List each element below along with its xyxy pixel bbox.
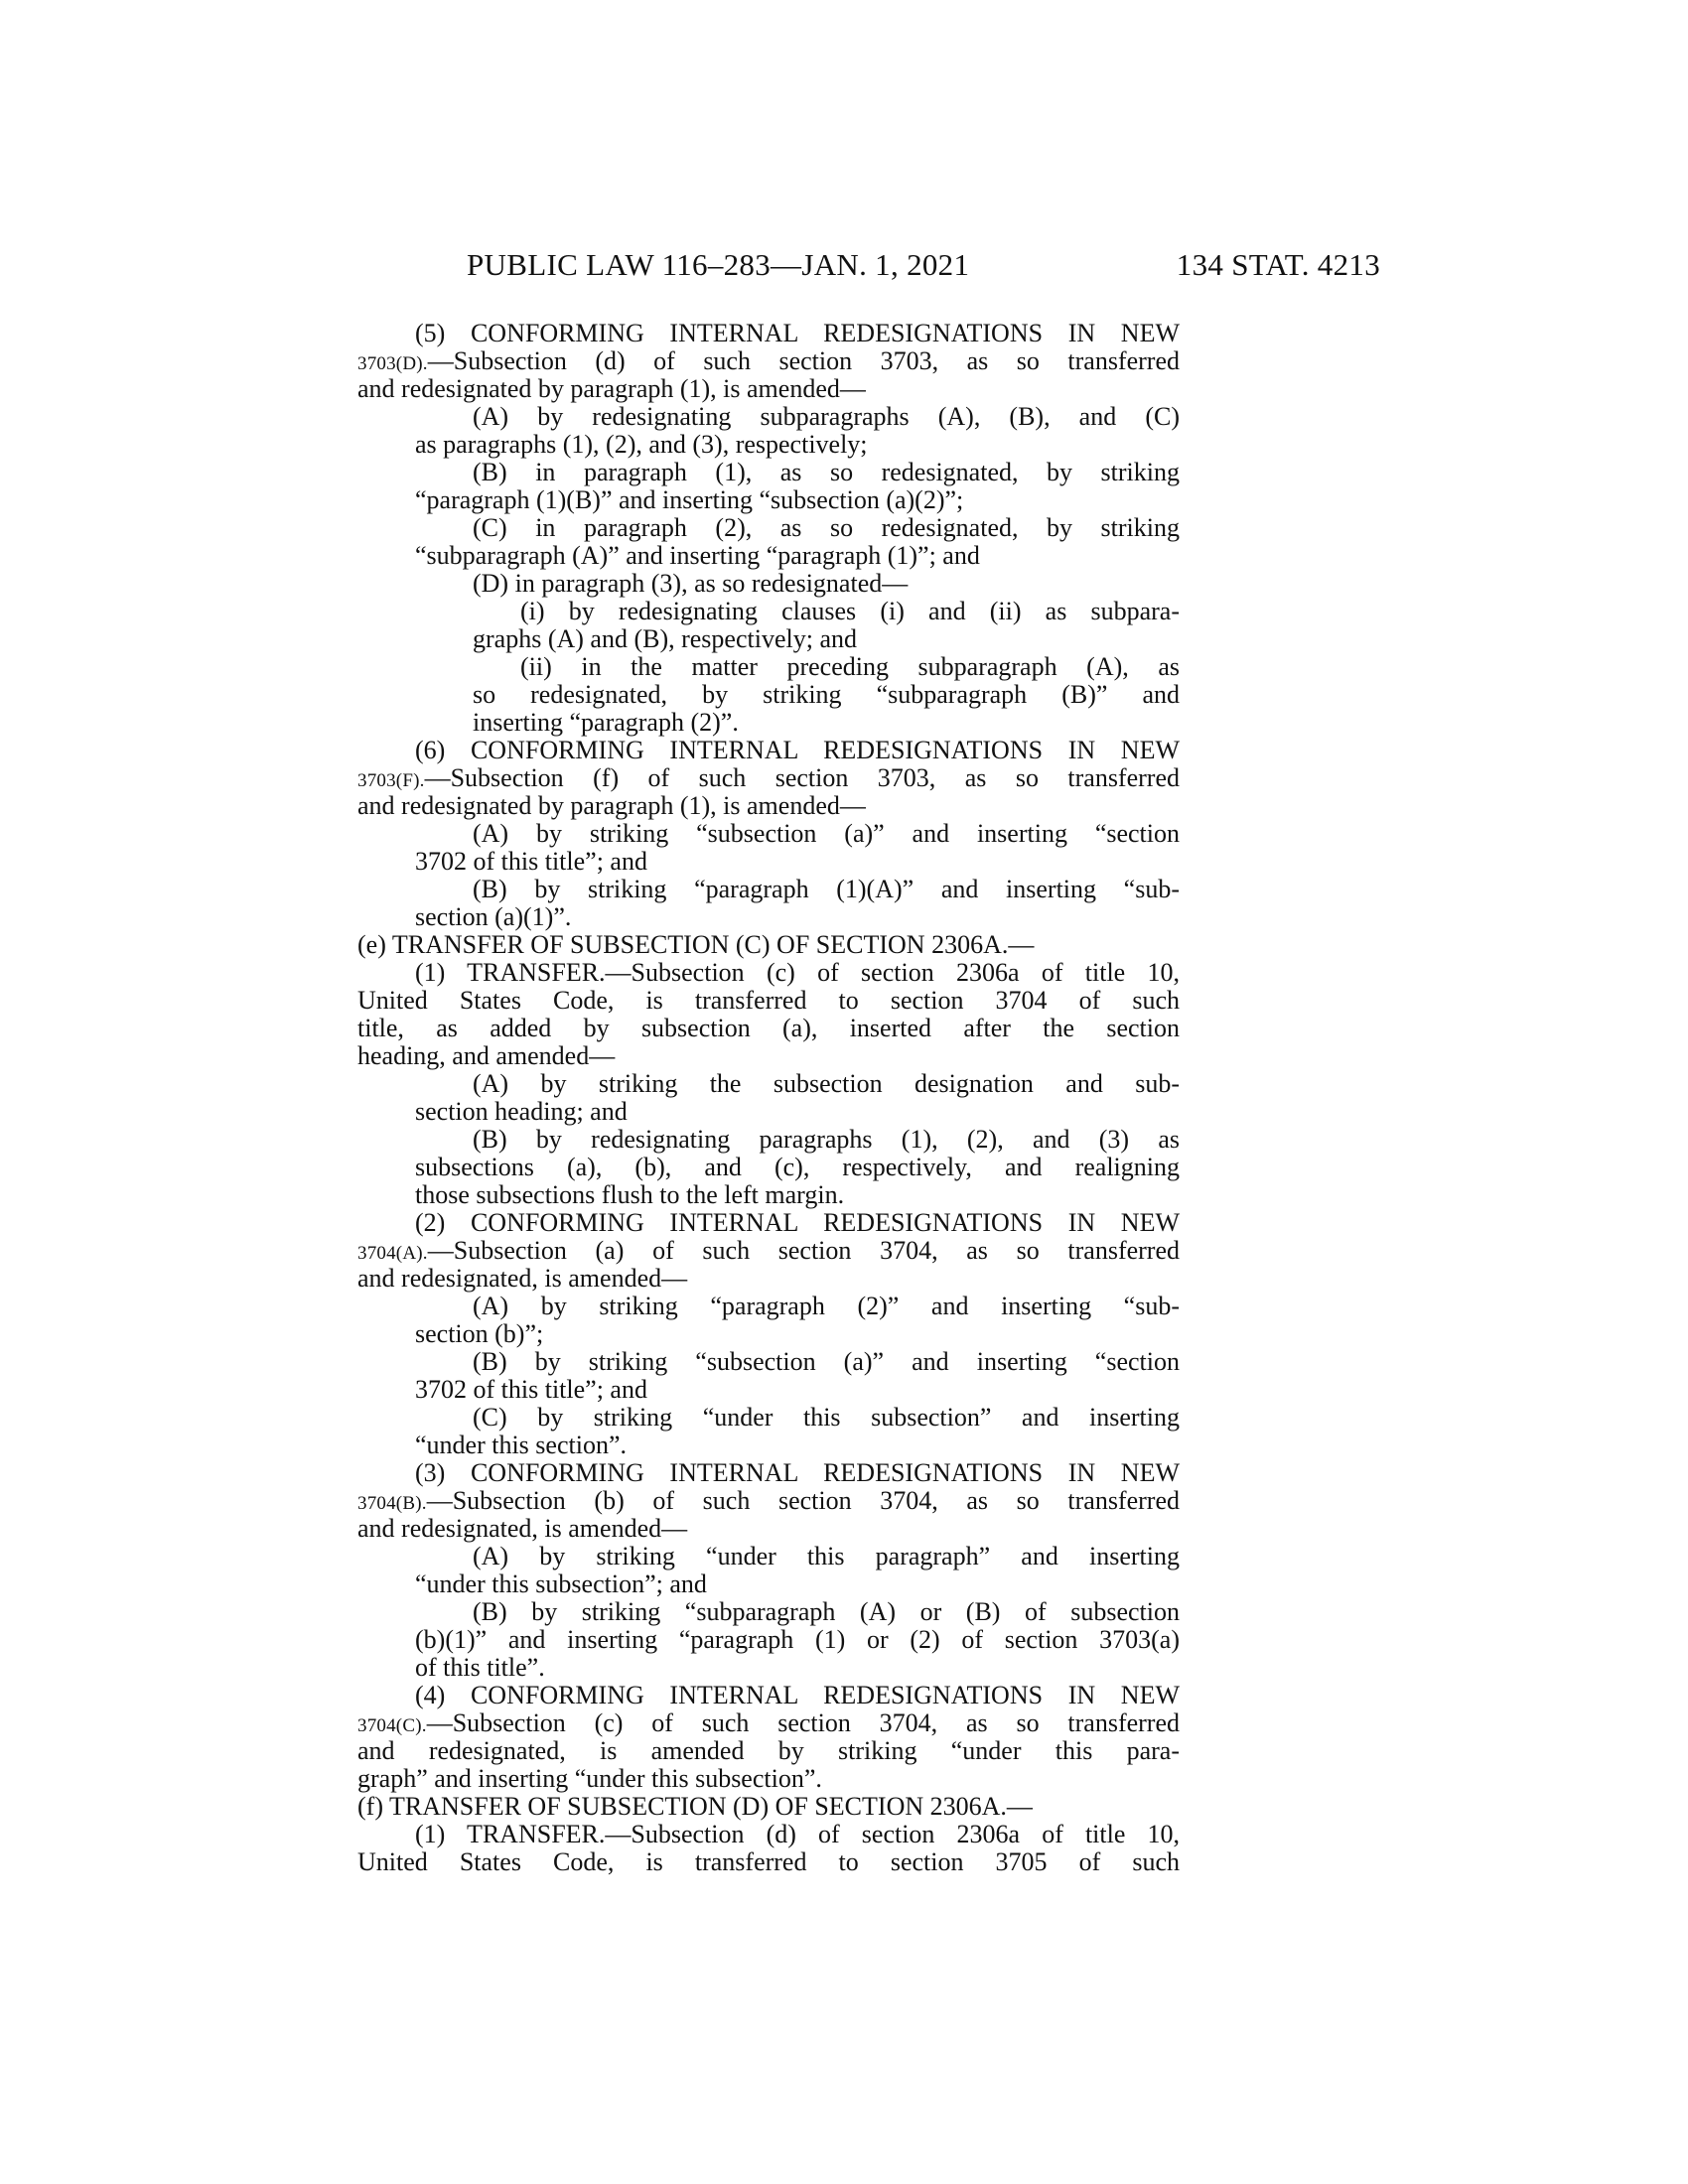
text-line: (C) in paragraph (2), as so redesignated, by striking [473, 514, 1180, 542]
text-line: section (a)(1)”. [415, 903, 572, 931]
text-line: “subparagraph (A)” and inserting “paragraph (1)”; and [415, 542, 980, 570]
text-line: (6) CONFORMING INTERNAL REDESIGNATIONS IN NEW [415, 737, 1180, 764]
text-line: and redesignated, is amended by striking “under this para- [357, 1737, 1180, 1765]
text-line: so redesignated, by striking “subparagraph (B)” and [473, 681, 1180, 709]
text-line: (B) in paragraph (1), as so redesignated, by striking [473, 459, 1180, 486]
text-line: section (b)”; [415, 1320, 544, 1348]
text-line: (i) by redesignating clauses (i) and (ii) as subpara- [520, 598, 1180, 625]
text-line: title, as added by subsection (a), inserted after the section [357, 1015, 1180, 1042]
text-line: (C) by striking “under this subsection” and inserting [473, 1404, 1180, 1432]
text-line: 3704(A).—Subsection (a) of such section 3704, as so transferred [357, 1237, 1180, 1265]
text-line: United States Code, is transferred to section 3704 of such [357, 987, 1180, 1015]
statute-text [357, 320, 1180, 1876]
text-line: (B) by striking “paragraph (1)(A)” and inserting “sub- [473, 876, 1180, 903]
text-line: and redesignated by paragraph (1), is amended— [357, 375, 866, 403]
text-line: 3702 of this title”; and [415, 848, 647, 876]
public-law-title: PUBLIC LAW 116–283—JAN. 1, 2021 [467, 247, 970, 282]
text-line: (B) by redesignating paragraphs (1), (2), and (3) as [473, 1126, 1180, 1154]
text-line: 3703(D).—Subsection (d) of such section 3703, as so transferred [357, 347, 1180, 375]
text-line: (1) TRANSFER.—Subsection (d) of section 2306a of title 10, [415, 1821, 1180, 1848]
text-line: and redesignated, is amended— [357, 1265, 688, 1293]
text-line: (5) CONFORMING INTERNAL REDESIGNATIONS IN NEW [415, 320, 1180, 347]
text-line: 3703(F).—Subsection (f) of such section 3703, as so transferred [357, 764, 1180, 792]
text-line: inserting “paragraph (2)”. [473, 709, 739, 737]
text-line: (ii) in the matter preceding subparagraph (A), as [520, 653, 1180, 681]
text-line: (2) CONFORMING INTERNAL REDESIGNATIONS IN NEW [415, 1209, 1180, 1237]
text-line: section heading; and [415, 1098, 628, 1126]
text-line: “under this subsection”; and [415, 1570, 707, 1598]
text-line: as paragraphs (1), (2), and (3), respectively; [415, 431, 868, 459]
page-header [467, 247, 1380, 287]
text-line: (A) by striking “subsection (a)” and inserting “section [473, 820, 1180, 848]
text-line: (A) by redesignating subparagraphs (A), (B), and (C) [473, 403, 1180, 431]
text-line: “under this section”. [415, 1432, 627, 1459]
text-line: graphs (A) and (B), respectively; and [473, 625, 857, 653]
text-line: heading, and amended— [357, 1042, 616, 1070]
text-line: (D) in paragraph (3), as so redesignated— [473, 570, 909, 598]
text-line: (B) by striking “subparagraph (A) or (B) of subsection [473, 1598, 1180, 1626]
text-line: (A) by striking “paragraph (2)” and inserting “sub- [473, 1293, 1180, 1320]
text-line: graph” and inserting “under this subsection”. [357, 1765, 822, 1793]
text-line: 3704(B).—Subsection (b) of such section 3704, as so transferred [357, 1487, 1180, 1515]
text-line: (A) by striking the subsection designation and sub- [473, 1070, 1180, 1098]
text-line: those subsections flush to the left margin. [415, 1181, 845, 1209]
text-line: (b)(1)” and inserting “paragraph (1) or (2) of section 3703(a) [415, 1626, 1180, 1654]
text-line: (f) TRANSFER OF SUBSECTION (D) OF SECTION 2306A.— [357, 1793, 1033, 1821]
statute-page-number: 134 STAT. 4213 [1176, 247, 1380, 282]
text-line: and redesignated, is amended— [357, 1515, 688, 1543]
text-line: (3) CONFORMING INTERNAL REDESIGNATIONS IN NEW [415, 1459, 1180, 1487]
text-line: and redesignated by paragraph (1), is amended— [357, 792, 866, 820]
text-line: United States Code, is transferred to section 3705 of such [357, 1848, 1180, 1876]
text-line: (e) TRANSFER OF SUBSECTION (C) OF SECTION 2306A.— [357, 931, 1035, 959]
text-line: (4) CONFORMING INTERNAL REDESIGNATIONS IN NEW [415, 1682, 1180, 1709]
text-line: 3702 of this title”; and [415, 1376, 647, 1404]
text-line: subsections (a), (b), and (c), respectively, and realigning [415, 1154, 1180, 1181]
text-line: “paragraph (1)(B)” and inserting “subsection (a)(2)”; [415, 486, 964, 514]
text-line: (A) by striking “under this paragraph” and inserting [473, 1543, 1180, 1570]
text-line: of this title”. [415, 1654, 545, 1682]
text-line: 3704(C).—Subsection (c) of such section 3704, as so transferred [357, 1709, 1180, 1737]
text-line: (1) TRANSFER.—Subsection (c) of section 2306a of title 10, [415, 959, 1180, 987]
text-line: (B) by striking “subsection (a)” and inserting “section [473, 1348, 1180, 1376]
